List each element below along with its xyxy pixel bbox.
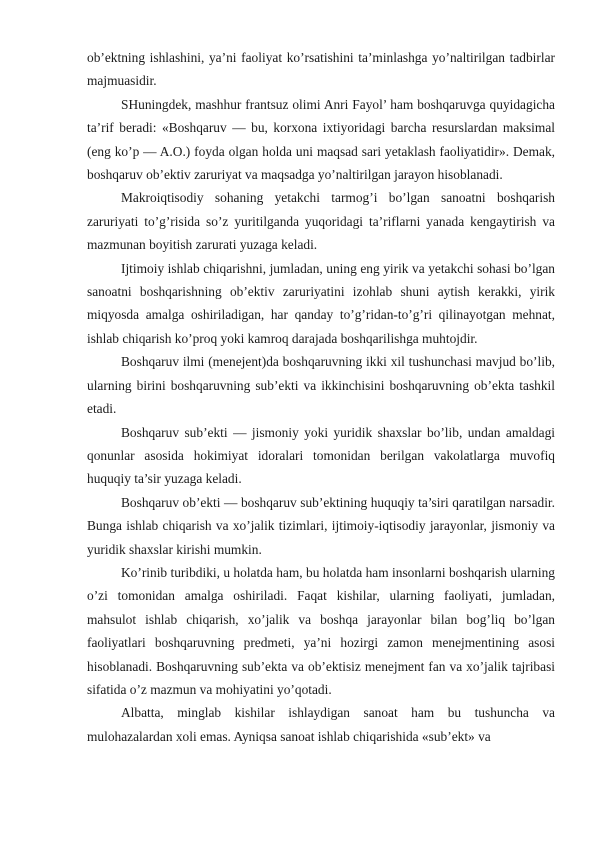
paragraph-6: Boshqaruv sub’ekti — jismoniy yoki yuridik shaxslar bo’lib, undan amaldagi qonunlar asosida hokimiyat idoralari tomonidan berilgan vakolatlarga muvofiq huquqiy ta’sir yuzaga keladi. [87,424,555,487]
paragraph-5: Boshqaruv ilmi (menejent)da boshqaruvning ikki xil tushunchasi mavjud bo’lib, ularning birini boshqaruvning sub’ekti va ikkinchisini boshqaruvning ob’ekta tashkil etadi. [87,354,555,417]
paragraph-9: Albatta, minglab kishilar ishlaydigan sanoat ham bu tushuncha va mulohazalardan xoli emas. Ayniqsa sanoat ishlab chiqarishida «sub’ekt» va [87,705,555,744]
paragraph-2: SHuningdek, mashhur frantsuz olimi Anri Fayol’ ham boshqaruvga quyidagicha ta’rif beradi: «Boshqaruv — bu, korxona ixtiyoridagi barcha resurslardan maksimal (eng ko’p — A.O.) foyda olgan holda uni maqsad sari yetaklash faoliyatidir». Demak, boshqaruv ob’ektiv zaruriyat va maqsadga yo’naltirilgan jarayon hisoblanadi. [87,96,555,183]
paragraph-7: Boshqaruv ob’ekti — boshqaruv sub’ektining huquqiy ta’siri qaratilgan narsadir. Bunga ishlab chiqarish va xo’jalik tizimlari, ijtimoiy-iqtisodiy jarayonlar, jismoniy va yuridik shaxslar kirishi mumkin. [87,494,555,557]
paragraph-3: Makroiqtisodiy sohaning yetakchi tarmog’i bo’lgan sanoatni boshqarish zaruriyati to’g’risida so’z yuritilganda yuqoridagi ta’riflarni yanada kengaytirish va mazmunan boyitish zarurati yuzaga keladi. [87,190,555,253]
paragraph-8: Ko’rinib turibdiki, u holatda ham, bu holatda ham insonlarni boshqarish ularning o’zi tomonidan amalga oshiriladi. Faqat kishilar, ularning faoliyati, jumladan, mahsulot ishlab chiqarish, xo’jalik va boshqa jarayonlar bilan bog’liq bo’lgan faoliyatlari boshqaruvning predmeti, ya’ni hozirgi zamon menejmentining asosi hisoblanadi. Boshqaruvning sub’ekta va ob’ektisiz menejment fan va xo’jalik tajribasi sifatida o’z mazmun va mohiyatini yo’qotadi. [87,564,555,697]
paragraph-1: ob’ektning ishlashini, ya’ni faoliyat ko’rsatishini ta’minlashga yo’naltirilgan tadbirlar majmuasidir. [87,50,555,89]
paragraph-4: Ijtimoiy ishlab chiqarishni, jumladan, uning eng yirik va yetakchi sohasi bo’lgan sanoatni boshqarishning ob’ektiv zaruriyatini izohlab shuni aytish kerakki, yirik miqyosda amalga oshiriladigan, har qanday to’g’ridan-to’g’ri qilinayotgan mehnat, ishlab chiqarish ko’proq yoki kamroq darajada boshqarilishga muhtojdir. [87,260,555,346]
